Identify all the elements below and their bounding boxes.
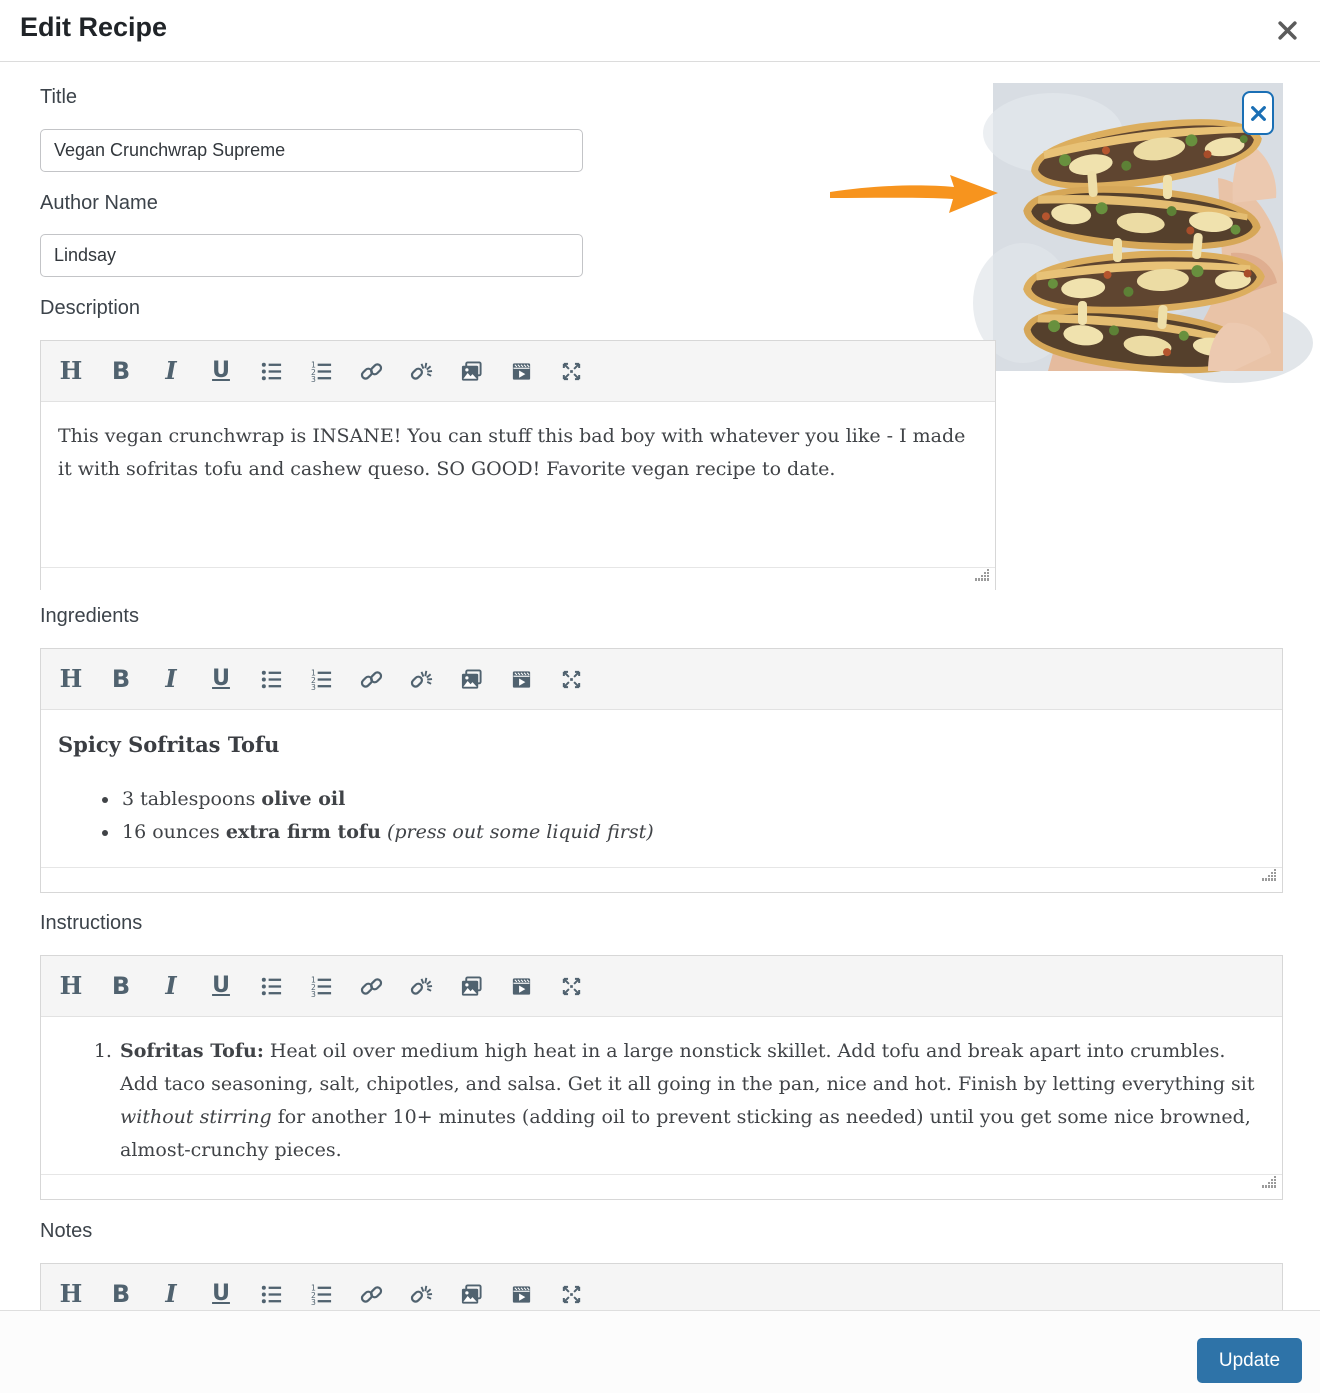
numbered-list-button[interactable] xyxy=(299,1273,343,1315)
svg-text:3: 3 xyxy=(310,682,316,692)
video-button[interactable] xyxy=(499,658,543,700)
underline-button[interactable] xyxy=(199,350,243,392)
bold-button[interactable] xyxy=(99,658,143,700)
resize-grip-icon xyxy=(1262,869,1277,881)
video-icon xyxy=(510,1283,533,1306)
italic-icon: I xyxy=(165,1279,177,1308)
instructions-toolbar xyxy=(41,956,1282,1017)
bold-icon: B xyxy=(111,665,131,693)
link-icon xyxy=(360,360,383,383)
bold-icon: B xyxy=(111,972,131,1000)
video-icon xyxy=(510,360,533,383)
link-icon xyxy=(360,975,383,998)
ingredients-content[interactable] xyxy=(41,710,1282,867)
svg-text:2: 2 xyxy=(310,982,316,992)
unlink-icon xyxy=(410,1283,433,1306)
description-editor xyxy=(40,340,996,590)
list-item: 1. Sofritas Tofu: Heat oil over medium high heat in a large nonstick skillet. Add tofu and break apart into crumbles. Add taco seasoning, salt, chipotles, and salsa. Get it all going in the pan, nice and hot. Finish by letting everything sit without stirring for another 10+ minutes (adding oil to prevent sticking as needed) until you get some nice browned, almost-crunchy pieces. xyxy=(118,1035,1264,1167)
image-icon xyxy=(460,975,483,998)
resize-grip-icon xyxy=(1262,1176,1277,1188)
underline-button[interactable] xyxy=(199,1273,243,1315)
svg-text:2: 2 xyxy=(310,1290,316,1300)
fullscreen-button[interactable] xyxy=(549,1273,593,1315)
instructions-label: Instructions xyxy=(40,912,143,934)
bold-button[interactable] xyxy=(99,350,143,392)
fullscreen-button[interactable] xyxy=(549,965,593,1007)
unlink-icon xyxy=(410,975,433,998)
svg-text:2: 2 xyxy=(310,367,316,377)
heading-button[interactable] xyxy=(49,350,93,392)
link-icon xyxy=(360,668,383,691)
italic-button[interactable] xyxy=(149,658,193,700)
image-button[interactable] xyxy=(449,350,493,392)
heading-button[interactable] xyxy=(49,658,93,700)
fullscreen-icon xyxy=(560,1283,583,1306)
fullscreen-button[interactable] xyxy=(549,658,593,700)
notes-label: Notes xyxy=(40,1220,93,1242)
image-button[interactable] xyxy=(449,658,493,700)
link-button[interactable] xyxy=(349,1273,393,1315)
video-button[interactable] xyxy=(499,1273,543,1315)
svg-text:3: 3 xyxy=(310,1297,316,1307)
link-button[interactable] xyxy=(349,965,393,1007)
close-button[interactable] xyxy=(1274,17,1300,43)
image-icon xyxy=(460,360,483,383)
heading-icon: H xyxy=(59,1279,83,1308)
svg-text:2: 2 xyxy=(310,675,316,685)
bullet-list-icon xyxy=(260,360,283,383)
list-item: • 3 tablespoons olive oil xyxy=(120,783,1264,816)
heading-button[interactable] xyxy=(49,1273,93,1315)
italic-button[interactable] xyxy=(149,1273,193,1315)
recipe-photo xyxy=(993,83,1283,371)
bullet-list-button[interactable] xyxy=(249,658,293,700)
svg-text:3: 3 xyxy=(310,374,316,384)
instructions-editor xyxy=(40,955,1283,1200)
underline-button[interactable] xyxy=(199,965,243,1007)
recipe-image xyxy=(993,83,1283,371)
description-text: This vegan crunchwrap is INSANE! You can stuff this bad boy with whatever you like - I made it with sofritas tofu and cashew queso. SO GOOD! Favorite vegan recipe to date. xyxy=(58,425,966,480)
description-statusbar xyxy=(41,567,995,590)
heading-icon: H xyxy=(59,356,83,385)
video-button[interactable] xyxy=(499,350,543,392)
bold-icon: B xyxy=(111,357,131,385)
numbered-list-icon xyxy=(310,1283,333,1306)
update-button[interactable]: Update xyxy=(1197,1338,1302,1383)
image-icon xyxy=(460,668,483,691)
underline-icon: U xyxy=(212,1281,230,1306)
link-icon xyxy=(360,1283,383,1306)
numbered-list-icon xyxy=(310,975,333,998)
ingredients-editor xyxy=(40,648,1283,893)
underline-icon: U xyxy=(212,973,230,998)
title-label: Title xyxy=(40,86,78,108)
bold-button[interactable] xyxy=(99,965,143,1007)
fullscreen-button[interactable] xyxy=(549,350,593,392)
italic-icon: I xyxy=(165,356,177,385)
resize-handle[interactable] xyxy=(975,568,990,586)
list-item: • 16 ounces extra firm tofu (press out some liquid first) xyxy=(120,816,1264,849)
page-title: Edit Recipe xyxy=(20,12,168,42)
image-button[interactable] xyxy=(449,965,493,1007)
ingredient-group-heading: Spicy Sofritas Tofu xyxy=(58,732,280,757)
bullet-list-icon xyxy=(260,1283,283,1306)
remove-image-icon xyxy=(1250,105,1267,122)
heading-icon: H xyxy=(59,664,83,693)
unlink-button[interactable] xyxy=(399,658,443,700)
underline-button[interactable] xyxy=(199,658,243,700)
fullscreen-icon xyxy=(560,668,583,691)
author-label: Author Name xyxy=(40,192,158,214)
svg-text:1: 1 xyxy=(310,360,316,370)
bold-button[interactable] xyxy=(99,1273,143,1315)
italic-button[interactable] xyxy=(149,965,193,1007)
ingredients-label: Ingredients xyxy=(40,605,139,627)
bullet-list-button[interactable] xyxy=(249,350,293,392)
fullscreen-icon xyxy=(560,360,583,383)
numbered-list-icon xyxy=(310,360,333,383)
unlink-icon xyxy=(410,360,433,383)
underline-icon: U xyxy=(212,358,230,383)
heading-icon: H xyxy=(59,971,83,1000)
description-label: Description xyxy=(40,297,141,319)
numbered-list-button[interactable] xyxy=(299,350,343,392)
svg-text:1: 1 xyxy=(310,668,316,678)
bullet-list-button[interactable] xyxy=(249,965,293,1007)
description-toolbar xyxy=(41,341,995,402)
bold-icon: B xyxy=(111,1280,131,1308)
unlink-icon xyxy=(410,668,433,691)
modal-footer xyxy=(0,1310,1320,1393)
unlink-button[interactable] xyxy=(399,350,443,392)
title-input[interactable] xyxy=(40,129,583,172)
resize-grip-icon xyxy=(975,569,990,581)
bullet-list-button[interactable] xyxy=(249,1273,293,1315)
heading-button[interactable] xyxy=(49,965,93,1007)
resize-handle[interactable] xyxy=(1262,1175,1277,1193)
author-input[interactable] xyxy=(40,234,583,277)
modal-header xyxy=(0,0,1320,62)
svg-text:1: 1 xyxy=(310,1283,316,1293)
unlink-button[interactable] xyxy=(399,965,443,1007)
underline-icon: U xyxy=(212,666,230,691)
bullet-list-icon xyxy=(260,668,283,691)
resize-handle[interactable] xyxy=(1262,868,1277,886)
italic-icon: I xyxy=(165,971,177,1000)
italic-button[interactable] xyxy=(149,350,193,392)
unlink-button[interactable] xyxy=(399,1273,443,1315)
video-button[interactable] xyxy=(499,965,543,1007)
svg-text:3: 3 xyxy=(310,989,316,999)
instructions-content[interactable] xyxy=(41,1017,1282,1174)
image-icon xyxy=(460,1283,483,1306)
ingredient-list xyxy=(58,783,1264,849)
close-icon xyxy=(1277,20,1298,41)
ingredients-statusbar xyxy=(41,867,1282,890)
remove-image-button[interactable] xyxy=(1242,91,1274,135)
italic-icon: I xyxy=(165,664,177,693)
link-button[interactable] xyxy=(349,350,393,392)
link-button[interactable] xyxy=(349,658,393,700)
video-icon xyxy=(510,668,533,691)
instructions-statusbar xyxy=(41,1174,1282,1197)
numbered-list-icon xyxy=(310,668,333,691)
annotation-arrow xyxy=(826,166,1002,222)
description-content[interactable] xyxy=(41,402,995,567)
numbered-list-button[interactable] xyxy=(299,658,343,700)
video-icon xyxy=(510,975,533,998)
image-button[interactable] xyxy=(449,1273,493,1315)
svg-text:1: 1 xyxy=(310,975,316,985)
fullscreen-icon xyxy=(560,975,583,998)
ingredients-toolbar xyxy=(41,649,1282,710)
numbered-list-button[interactable] xyxy=(299,965,343,1007)
bullet-list-icon xyxy=(260,975,283,998)
